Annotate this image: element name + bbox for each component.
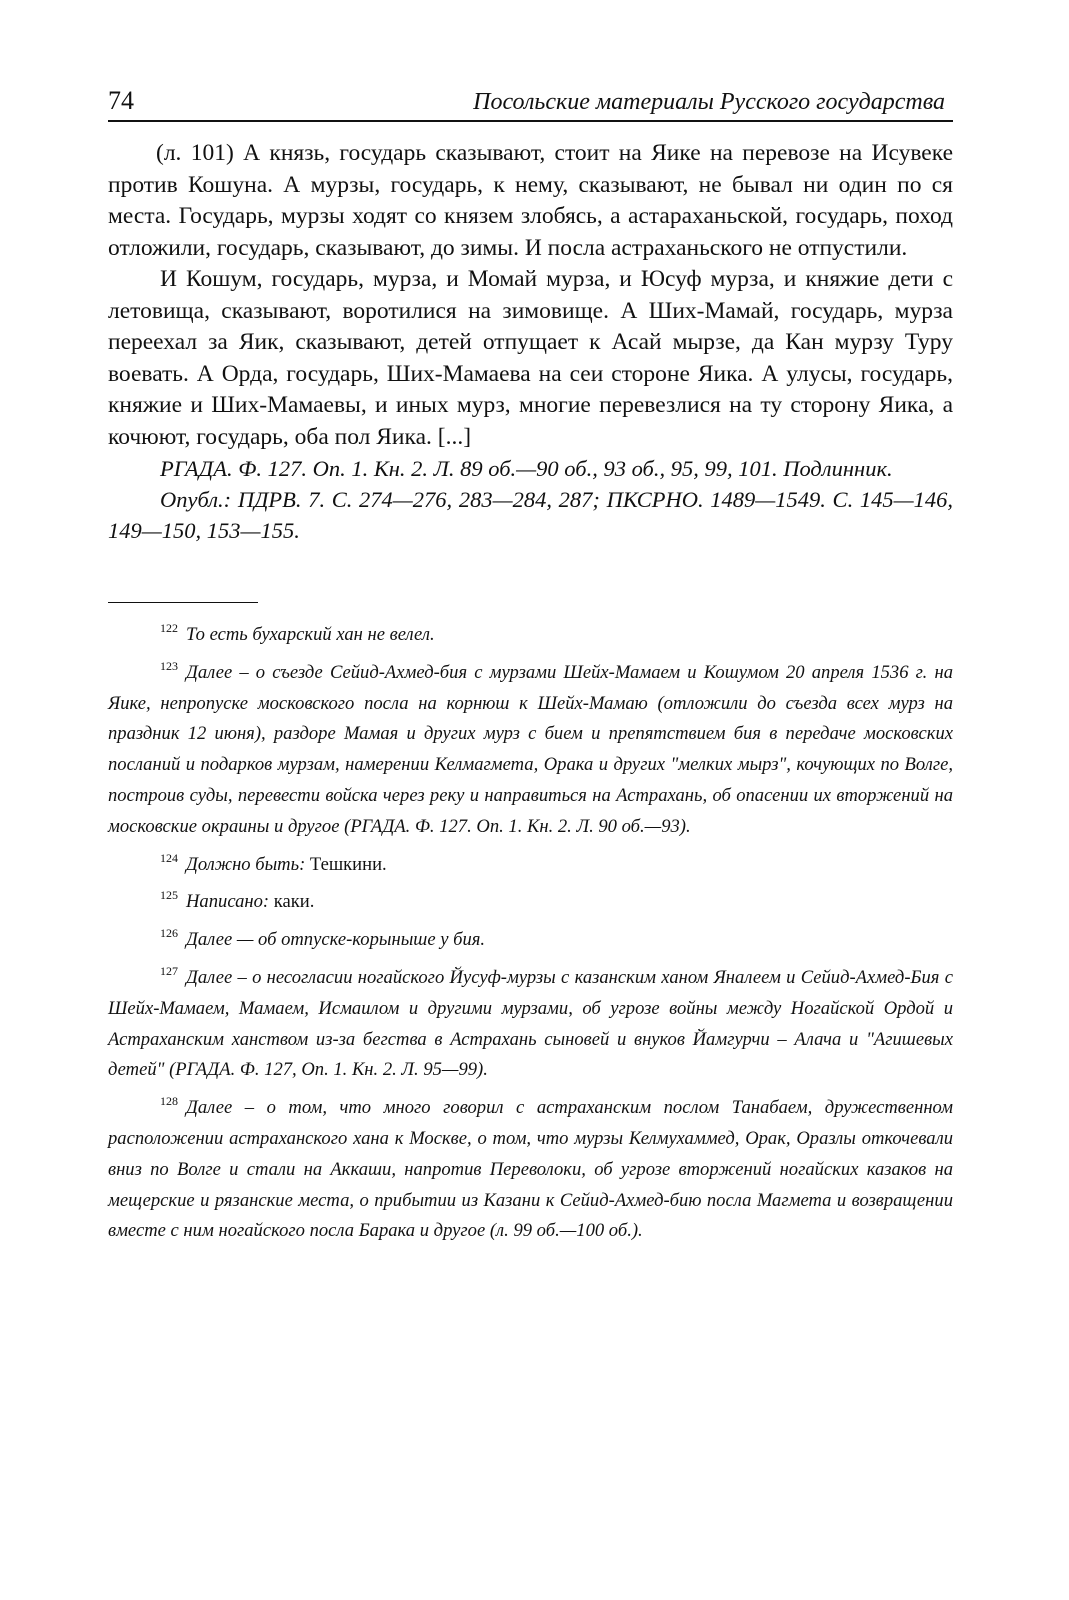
footnote-text: Далее — об отпуске-корыныше у бия.: [186, 929, 486, 951]
archive-reference: РГАДА. Ф. 127. Оп. 1. Кн. 2. Л. 89 об.—90 об., 93 об., 95, 99, 101. Подлинник.: [160, 456, 893, 481]
footnote-upright-word: каки.: [273, 891, 315, 913]
running-title: Посольские материалы Русского государства: [473, 89, 945, 115]
footnote-number: 122: [160, 621, 178, 635]
footnote-text: Далее – о том, что много говорил с астраханским послом Танабаем, дружественном расположении астраханского хана к Москве, о том, что мурзы Келмухаммед, Орак, Оразлы откочевали вниз по Волге и стали на Аккаши, напротив Переволоки, об угрозе вторжений ногайских казаков на мещерские и рязанские места, о прибытии из Казани к Сейид-Ахмед-бию посла Магмета и возвращении вместе с ним ногайского посла Барака и другое (л. 99 об.—100 об.).: [108, 1097, 953, 1242]
footnote-number: 123: [160, 658, 178, 673]
footnote-number: 124: [160, 850, 178, 865]
footnote-number: 125: [160, 888, 178, 903]
footnote-number: 127: [160, 963, 178, 978]
footnote-123: [108, 651, 953, 843]
footnote-text: Должно быть:: [186, 853, 310, 875]
footnote-127: [108, 956, 953, 1086]
main-text: [108, 138, 953, 546]
footnote-text: То есть бухарский хан не велел.: [186, 624, 435, 645]
footnote-126: [108, 918, 953, 956]
publication-reference: Опубл.: ПДРВ. 7. С. 274—276, 283—284, 287; ПКСРНО. 1489—1549. С. 145—146, 149—150, 153—155.: [108, 487, 953, 543]
paragraph-2: И Кошум, государь, мурза, и Момай мурза, и Юсуф мурза, и княжие дети с летовища, сказывают, воротилися на зимовище. А Ших-Мамай, государь, мурза переехал за Яик, сказывают, детей отпущает к Асай мырзе, да Кан мурзу Туру воевать. А Орда, государь, Ших-Мамаева на сеи стороне Яика. А улусы, государь, княжие и Ших-Мамаевы, и иных мурз, многие перевезлися на ту сторону Яика, а кочюют, государь, оба пол Яика. [...]: [108, 266, 953, 450]
document-page: [108, 86, 953, 1247]
footnote-124: [108, 843, 953, 881]
footnotes: [108, 613, 953, 1247]
running-header: [108, 86, 953, 122]
footnote-text: Далее – о съезде Сейид-Ахмед-бия с мурзами Шейх-Мамаем и Кошумом 20 апреля 1536 г. на Яике, непропуске московского посла на корнюш к Шейх-Мамаю (отложили до съезда всех мурз на праздник 12 июня), раздоре Мамая и других мурз с бием и препятствием бия в передаче московских посланий и подарков мурзам, намерении Келмагмета, Орака и других "мелких мырз", кочующих по Волге, построив суды, перевести войска через реку и направиться на Астрахань, об опасении их вторжений на московские окраины и другое (РГАДА. Ф. 127. Оп. 1. Кн. 2. Л. 90 об.—93).: [108, 661, 953, 837]
footnote-125: [108, 880, 953, 918]
footnote-128: [108, 1086, 953, 1247]
footnote-number: 126: [160, 926, 178, 941]
paragraph-1: (л. 101) А князь, государь сказывают, стоит на Яике на перевозе на Исувеке против Кошуна. А мурзы, государь, к нему, сказывают, не бывал ни один по ся места. Государь, мурзы ходят со князем злобясь, а астараханьской, государь, поход отложили, государь, сказывают, до зимы. И посла астраханьского не отпустили.: [108, 140, 953, 261]
footnote-text: Далее – о несогласии ногайского Йусуф-мурзы с казанским ханом Яналеем и Сейид-Ахмед-Бия с Шейх-Мамаем, Мамаем, Исмаилом и другими мурзами, об угрозе войны между Ногайской Ордой и Астраханским ханством из-за бегства в Астрахань сыновей и внуков Йамгурчи – Алача и "Агишевых детей" (РГАДА. Ф. 127, Оп. 1. Кн. 2. Л. 95—99).: [108, 966, 953, 1081]
footnote-number: 128: [160, 1094, 178, 1109]
page-number: 74: [108, 86, 134, 115]
footnote-separator: [108, 602, 258, 603]
footnote-text: Написано:: [186, 891, 274, 913]
footnote-122: [108, 613, 953, 651]
footnote-upright-word: Тешкини.: [309, 853, 387, 875]
